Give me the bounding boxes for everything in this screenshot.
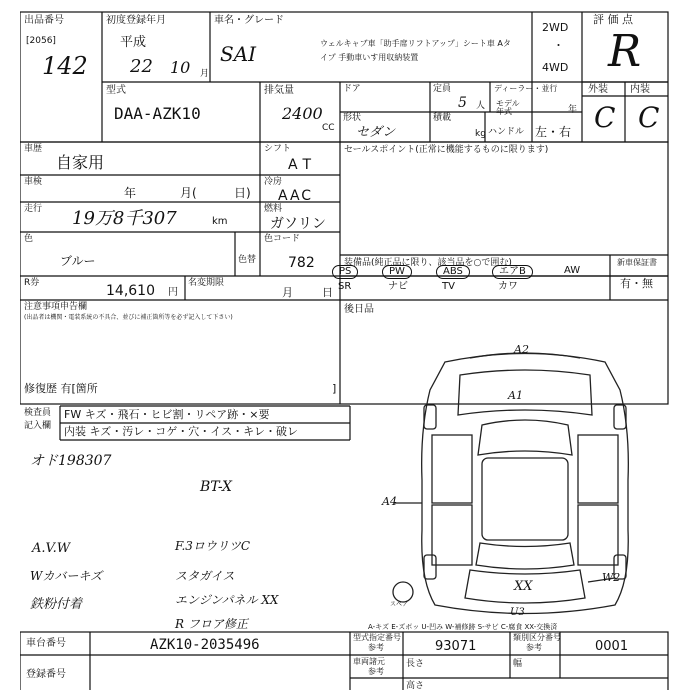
color-value: ブルー [60,254,96,268]
equipment-item: SR [338,281,352,292]
repair-label: 修復歴 有[箇所 [24,382,98,395]
fuel-label: 燃料 [264,204,283,214]
doors-label: ドア [343,84,361,94]
category-value: 0001 [595,639,629,654]
hand-avw: A.V.W [32,541,71,556]
body-label: 形状 [343,113,362,123]
grade-desc-line2: イプ 手動車いす用収納装置 [320,53,419,62]
equipment-item: カワ [498,281,518,292]
reg-number-label: 登録番号 [26,669,66,680]
car-diagram [20,10,670,690]
inspection-year: 年 [124,186,137,200]
equipment-item: ナビ [388,281,408,292]
equipment-item: ABS [436,265,470,279]
repair-close: ] [332,382,337,395]
ac-value: AAC [278,188,314,204]
category-label: 類別区分番号 [513,633,561,642]
car-grade-label: 車名・グレード [214,15,284,26]
width-label: 幅 [513,659,523,669]
hand-bt: BT-X [200,479,233,495]
grade-desc-line1: ウェルキャブ車「助手席リフトアップ」シート車 Aタ [320,39,511,48]
color-change-label: 色替 [238,255,257,265]
type-designation-sub: 参考 [368,643,384,652]
capacity-unit: 人 [476,101,486,111]
color-label: 色 [24,234,34,244]
sales-point-label: セールスポイント(正常に機能するものに限ります) [344,145,549,155]
ac-label: 冷房 [264,177,283,187]
load-unit: kg [475,129,486,139]
hand-odo: オド198307 [30,453,112,469]
equipment-item: PS [332,265,358,279]
rating-value: R [608,26,642,77]
inspection-month: 月( [180,186,197,200]
hand-floor: R フロア修正 [175,617,248,631]
lot-number: 142 [42,52,88,80]
new-car-label: 新車保証書 [617,258,657,267]
exterior-grade: C [594,101,616,134]
interior-line: 内装 キズ・汚レ・コゲ・穴・イス・キレ・破レ [64,425,299,438]
equipment-item: AW [564,265,581,276]
mark-w2: W2 [602,571,621,584]
hand-front: F.3ロウリツC [175,539,251,553]
new-car-value: 有・無 [620,277,653,290]
hand-glass: スタガイス [175,569,235,583]
mileage-value: 19万8千307 [72,208,177,229]
first-reg-label: 初度登録年月 [106,15,166,26]
year-unit: 年 [568,105,578,115]
reg-year: 22 [130,56,153,77]
model-value: DAA-AZK10 [114,104,201,123]
usage-value: 自家用 [56,153,105,172]
length-label: 長さ [406,659,425,669]
category-sub: 参考 [526,643,542,652]
handle-label: ハンドル [488,127,525,137]
notes-label: 注意事項申告欄 [24,302,88,312]
month-unit: 月 [200,69,210,79]
hand-iron: 鉄粉付着 [30,597,83,612]
body-value: セダン [356,125,396,140]
inspection-label: 車検 [24,177,43,187]
type-designation-label: 型式指定番号 [353,633,401,642]
drive-dot: ・ [553,39,564,52]
auction-sheet [20,10,670,690]
deadline-month: 月 [282,286,293,299]
mark-a2: A2 [514,343,529,356]
drive-2wd: 2WD [542,21,569,34]
rating-label: 評 価 点 [593,13,633,26]
usage-label: 車歴 [24,144,43,154]
displacement-label: 排気量 [264,85,294,96]
interior-grade: C [638,101,660,134]
lot-code: [2056] [26,36,56,46]
chassis-label: 車台番号 [26,638,66,649]
deadline-day: 日 [322,286,333,299]
reg-month: 10 [170,58,191,77]
car-name: SAI [220,42,257,66]
hand-engine-panel: エンジンパネル XX [175,593,279,607]
dim-sub: 参考 [368,667,384,676]
model-year-label: モデル [496,99,520,108]
after-label: 後日品 [344,304,374,315]
mark-xx: XX [514,579,533,594]
shift-value: AT [288,157,318,173]
dim-label: 車両諸元 [353,657,385,666]
shift-label: シフト [264,144,292,154]
model-year-label2: 年式 [496,107,512,116]
color-code-label: 色コード [264,234,301,244]
chassis-value: AZK10-2035496 [150,637,260,653]
era: 平成 [120,35,147,50]
capacity-label: 定員 [433,84,452,94]
height-label: 高さ [406,681,425,691]
recycle-label: R券 [24,278,40,288]
mileage-unit: km [212,216,228,227]
mileage-label: 走行 [24,204,43,214]
hand-cover: Wカバーキズ [30,569,103,583]
load-label: 積載 [433,113,452,123]
diagram-legend: A-キズ E-ズボッ U-凹み W-補修跡 S-サビ C-腐食 XX-交換済 [368,623,558,631]
interior-label: 内装 [630,84,650,95]
model-label: 型式 [106,85,126,96]
displacement-value: 2400 [282,104,323,123]
fw-line: FW キズ・飛石・ヒビ割・リペア跡・×要 [64,408,270,421]
capacity-value: 5 [458,95,467,111]
inspection-day: 日) [234,186,251,200]
displacement-unit: CC [322,123,335,133]
handle-value: 左・右 [535,125,572,139]
lot-label: 出品番号 [24,15,64,26]
spare-label: スペア [390,601,409,608]
drive-4wd: 4WD [542,61,569,74]
equipment-item: TV [442,281,455,292]
recycle-value: 14,610 [106,283,155,299]
notes-sublabel: (出品者は機関・電装系統の不具合、並びに補正箇所等を必ず記入して下さい) [24,314,233,321]
equipment-item: PW [382,265,412,279]
equipment-item: エアB [492,265,533,279]
inspector-label1: 検査員 [24,408,52,418]
color-code-value: 782 [288,255,315,271]
recycle-unit: 円 [168,287,178,298]
exterior-label: 外装 [588,84,608,95]
type-designation-value: 93071 [435,639,477,654]
mark-a4: A4 [382,495,397,508]
fuel-value: ガソリン [270,216,326,232]
deadline-label: 名変期限 [188,278,225,288]
mark-u3: U3 [510,607,525,618]
inspector-label2: 記入欄 [24,421,52,431]
equipment-label: 装備品(純正品に限り、該当品を○で囲む) [344,258,512,268]
mark-a1: A1 [508,389,523,402]
dealer-label: ディーラー・並行 [494,84,558,93]
